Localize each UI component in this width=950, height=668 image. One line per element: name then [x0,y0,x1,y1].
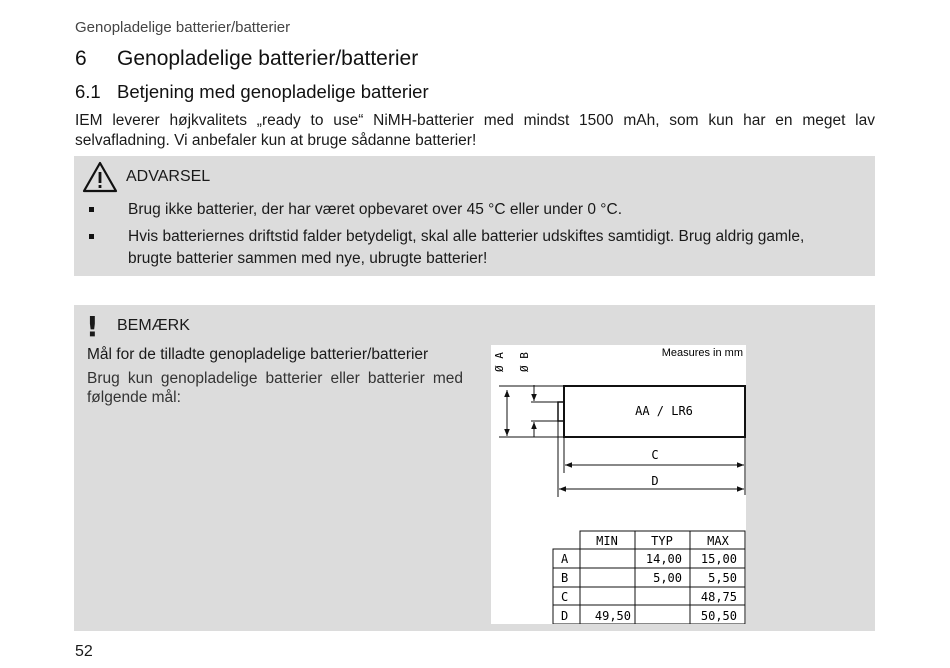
dim-b-label: Ø B [518,352,531,372]
table-cell: 15,00 [700,552,737,566]
dim-a-label: Ø A [493,352,506,372]
dimensions-table [553,531,745,624]
table-header: MAX [707,534,729,548]
table-header: TYP [651,534,673,548]
table-header: MIN [596,534,618,548]
warning-title: ADVARSEL [126,168,211,185]
measures-label: Measures in mm [661,347,743,359]
intro-paragraph: IEM leverer højkvalitets „ready to use“ NiMH-batterier med mindst 1500 mAh, som kun har en meget lav selvafladning. Vi anbefaler kun at bruge sådanne batterier! [75,112,875,149]
warning-box [74,156,875,276]
note-box [74,305,875,631]
warning-item: Hvis batteriernes driftstid falder betydeligt, skal alle batterier udskiftes samtidigt. Brug aldrig gamle, brugte batterier sammen med nye, ubrugte batterier! [86,226,846,270]
table-cell: B [561,571,569,585]
subsection-heading [75,81,429,103]
section-heading [75,47,418,71]
table-cell: 14,00 [645,552,682,566]
table-cell: 5,00 [653,571,682,585]
table-cell: D [561,609,569,623]
page-number: 52 [75,643,93,660]
subsection-title: Betjening med genopladelige batterier [117,81,429,102]
note-title: BEMÆRK [117,317,190,334]
subsection-number: 6.1 [75,81,101,102]
table-cell: C [561,590,569,604]
battery-dimensions-figure [491,345,746,624]
warning-triangle-icon [82,160,118,199]
table-cell: 48,75 [700,590,737,604]
exclamation-icon: ! [86,310,99,343]
dim-d-label: D [651,474,659,488]
table-cell: A [561,552,569,566]
battery-label: AA / LR6 [635,404,693,418]
table-cell: 5,50 [708,571,737,585]
dim-c-label: C [651,448,659,462]
note-subtitle: Mål for de tilladte genopladelige batterier/batterier [87,346,429,363]
warning-item: Brug ikke batterier, der har været opbevaret over 45 °C eller under 0 °C. [86,199,846,221]
warning-list [86,199,846,275]
table-cell: 49,50 [594,609,631,623]
section-number: 6 [75,47,87,70]
table-cell: 50,50 [700,609,737,623]
running-header: Genopladelige batterier/batterier [75,19,291,36]
note-text: Brug kun genopladelige batterier eller batterier med følgende mål: [87,370,463,406]
section-title: Genopladelige batterier/batterier [117,47,419,70]
